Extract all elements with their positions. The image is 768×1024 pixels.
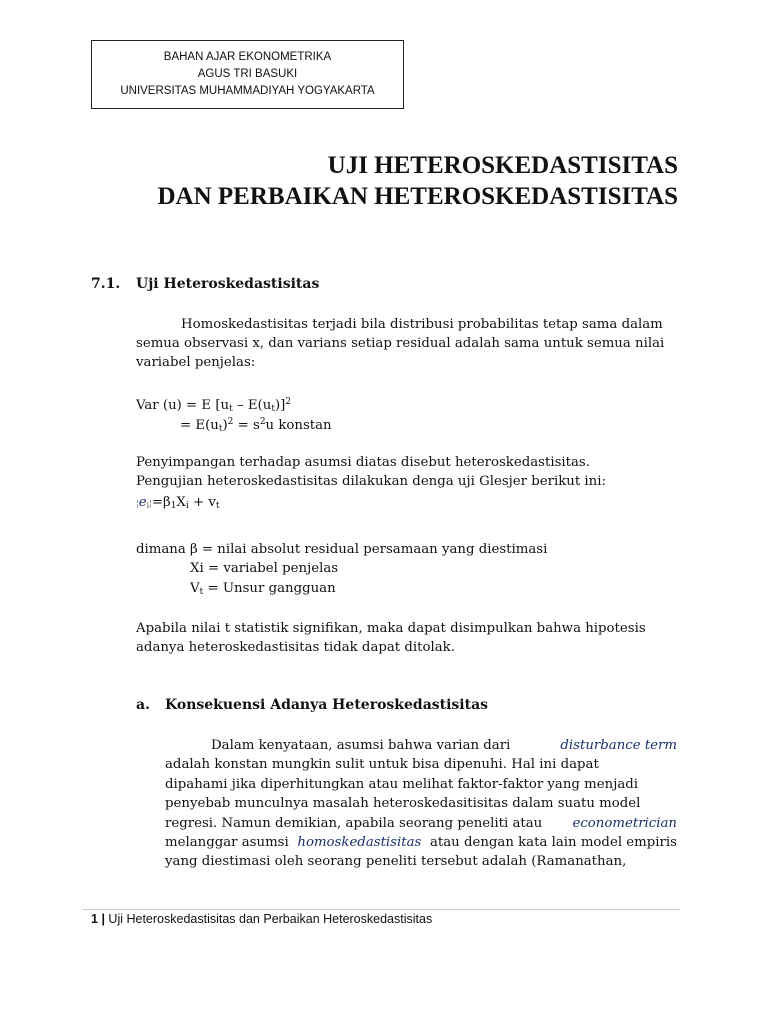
header-course: BAHAN AJAR EKONOMETRIKA (163, 51, 332, 63)
definition-xi: Xi = variabel penjelas (190, 561, 339, 576)
title-line-2: DAN PERBAIKAN HETEROSKEDASTISITAS (157, 183, 678, 210)
document-title (158, 150, 679, 212)
body-line-1: Dalam kenyataan, asumsi bahwa varian dari disturbance term (211, 738, 677, 753)
body-line-3: dipahami jika diperhitungkan atau melihat faktor-faktor yang menjadi (165, 776, 639, 792)
formula-constant: = $E(u_t)^2 = s^2u$ konstan (180, 417, 332, 434)
header-author: AGUS TRI BASUKI (197, 68, 298, 80)
body-paragraph (165, 736, 677, 872)
footer-title: Uji Heteroskedastisitas dan Perbaikan Heteroskedastisitas (108, 912, 433, 926)
header-university: UNIVERSITAS MUHAMMADIYAH YOGYAKARTA (120, 85, 375, 97)
conclusion-line-2: adanya heteroskedastisitas tidak dapat ditolak. (136, 640, 455, 655)
body-line-2: adalah konstan mungkin sulit untuk bisa dipenuhi. Hal ini dapat (165, 757, 599, 773)
body-line-4: penyebab munculnya masalah heteroskedasitisitas dalam suatu model (165, 796, 641, 812)
footer-separator: | (101, 912, 105, 926)
title-line-1: UJI HETEROSKEDASTISITAS (327, 152, 678, 179)
deviation-line-1: Penyimpangan terhadap asumsi diatas disebut heteroskedastisitas. (136, 455, 590, 470)
document-header-box (91, 40, 404, 109)
subsection-letter: a. (136, 697, 150, 713)
definition-vt: $V_t$ = Unsur gangguan (190, 581, 336, 597)
intro-line-3: variabel penjelas: (136, 355, 256, 370)
page-footer (91, 912, 432, 926)
body-line-6: melanggar asumsi homoskedastisitas atau dengan kata lain model empiris (165, 835, 677, 851)
footer-divider (82, 909, 680, 910)
conclusion-line-1: Apabila nilai t statistik signifikan, maka dapat disimpulkan bahwa hipotesis (136, 621, 646, 636)
subsection-heading: Konsekuensi Adanya Heteroskedastisitas (165, 697, 489, 713)
section-heading: Uji Heteroskedastisitas (136, 276, 320, 292)
page-number: 1 (91, 912, 98, 926)
formula-variance: Var (u) = E $[u_t - E(u_t)]^2$ (136, 397, 292, 414)
deviation-line-2: Pengujian heteroskedastisitas dilakukan denga uji Glesjer berikut ini: (136, 474, 606, 489)
glesjer-formula: $¦e_i¦=\beta_1X_i + v_t$ (136, 495, 220, 511)
definition-beta: dimana β = nilai absolut residual persamaan yang diestimasi (136, 542, 548, 557)
section-number: 7.1. (91, 276, 121, 292)
intro-line-1: Homoskedastisitas terjadi bila distribusi probabilitas tetap sama dalam (181, 317, 663, 332)
body-line-5: regresi. Namun demikian, apabila seorang peneliti atau econometrician (165, 815, 677, 831)
body-line-7: yang diestimasi oleh seorang peneliti tersebut adalah (Ramanathan, (165, 854, 627, 870)
intro-line-2: semua observasi x, dan varians setiap residual adalah sama untuk semua nilai (136, 336, 665, 351)
